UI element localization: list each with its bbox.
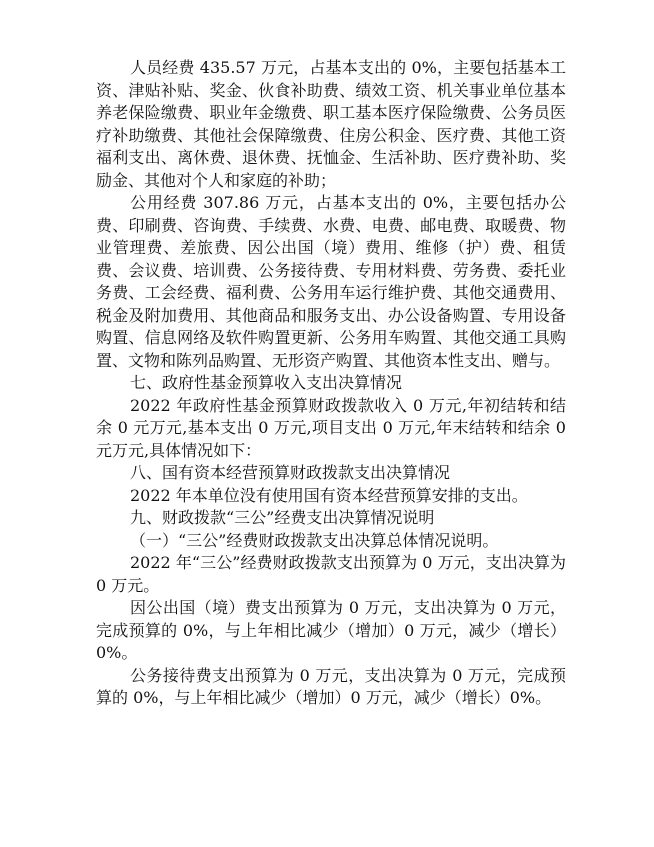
heading-section-9: 九、财政拨款“三公”经费支出决算情况说明 <box>130 508 435 527</box>
sub-heading-three-public-overview: （一）“三公”经费财政拨款支出决算总体情况说明。 <box>130 530 499 550</box>
heading-section-8: 八、国有资本经营预算财政拨款支出决算情况 <box>130 463 451 482</box>
paragraph-gov-fund: 2022 年政府性基金预算财政拨款收入 0 万元,年初结转和结余 0 元万元,基本支出 0 万元,项目支出 0 万元,年末结转和结余 0 元万元,具体情况如下： <box>96 395 566 460</box>
heading-section-7: 七、政府性基金预算收入支出决算情况 <box>130 373 403 392</box>
paragraph-public-expense: 公用经费 307.86 万元，占基本支出的 0%，主要包括办公费、印刷费、咨询费、手续费、水费、电费、邮电费、取暖费、物业管理费、差旅费、因公出国（境）费用、维修（护）费、租赁费、会议费、培训费、公务接待费、专用材料费、劳务费、委托业务费、工会经费、福利费、公务用车运行维护费、其他交通费用、税金及附加费用、其他商品和服务支出、办公设备购置、专用设备购置、信息网络及软件购置更新、公务用车购置、其他交通工具购置、文物和陈列品购置、无形资产购置、其他资本性支出、赠与。 <box>96 193 566 370</box>
paragraph-overseas-travel: 因公出国（境）费支出预算为 0 万元，支出决算为 0 万元，完成预算的 0%，与上年相比减少（增加）0 万元，减少（增长）0%。 <box>96 598 566 662</box>
paragraph-three-public-total: 2022 年“三公”经费财政拨款支出预算为 0 万元，支出决算为 0 万元。 <box>96 553 566 595</box>
paragraph-reception: 公务接待费支出预算为 0 万元，支出决算为 0 万元，完成预算的 0%，与上年相比减少（增加）0 万元，减少（增长）0%。 <box>96 665 566 707</box>
paragraph-personnel-expense: 人员经费 435.57 万元，占基本支出的 0%，主要包括基本工资、津贴补贴、奖金、伙食补助费、绩效工资、机关事业单位基本养老保险缴费、职业年金缴费、职工基本医疗保险缴费、公务员医疗补助缴费、其他社会保障缴费、住房公积金、医疗费、其他工资福利支出、离休费、退休费、抚恤金、生活补助、医疗费补助、奖励金、其他对个人和家庭的补助； <box>96 58 566 190</box>
body-text <box>96 57 566 710</box>
paragraph-state-capital: 2022 年本单位没有使用国有资本经营预算安排的支出。 <box>130 485 528 505</box>
